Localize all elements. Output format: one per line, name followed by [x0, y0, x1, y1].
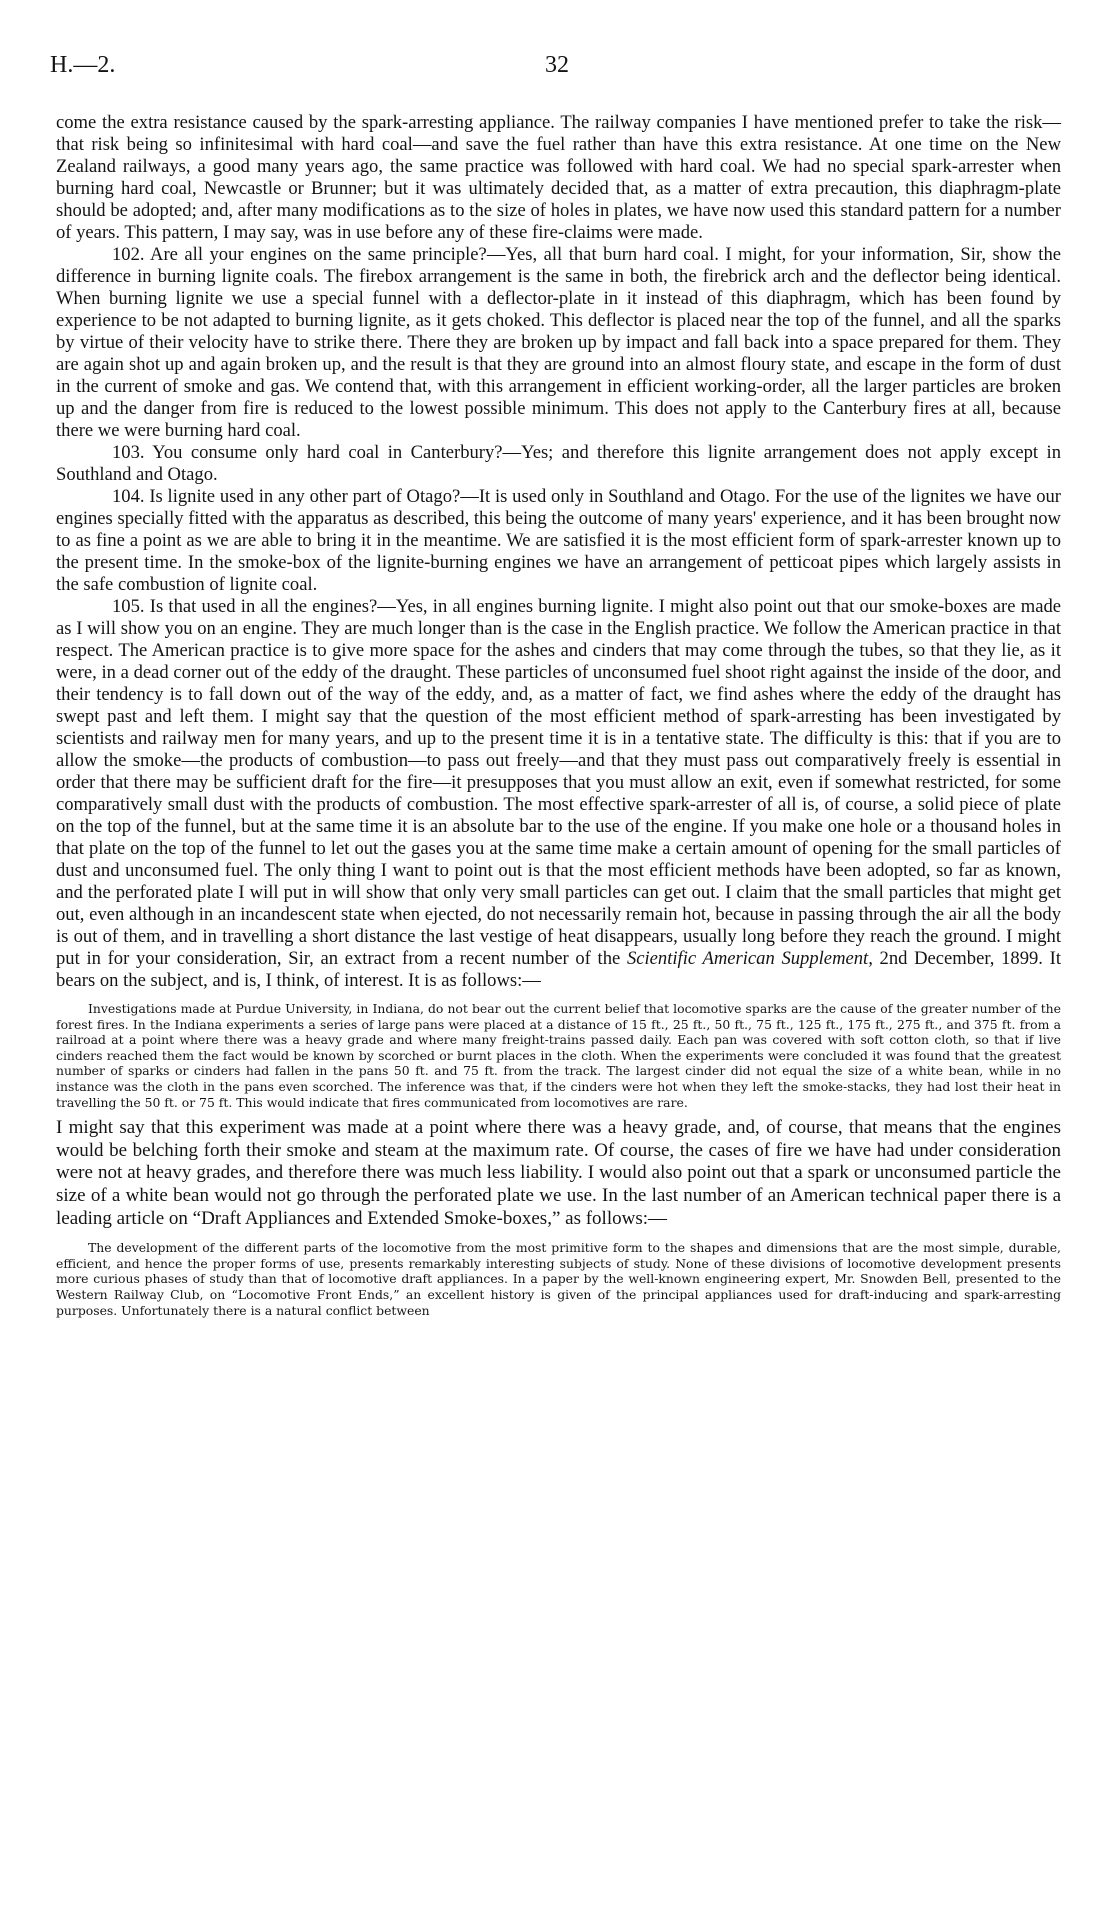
paragraph-105-continued: I might say that this experiment was made at a point where there was a heavy grade, and, of course, that means that the engines would be belching forth their smoke and steam at the maximum rate. Of course, the cases of fire we have had under consideration were not at heavy grades, and therefore there was much less liability. I would also point out that a spark or unconsumed particle the size of a white bean would not go through the perforated plate we use. In the last number of an American technical paper there is a leading article on “Draft Appliances and Extended Smoke-boxes,” as follows:—	[56, 1117, 1061, 1229]
publication-title: Scientific American Supplement,	[626, 948, 873, 969]
paragraph-105	[56, 596, 1061, 992]
page-header	[50, 52, 1064, 86]
paragraph-102: 102. Are all your engines on the same principle?—Yes, all that burn hard coal. I might, for your information, Sir, show the difference in burning lignite coals. The firebox arrangement is the same in both, the firebrick arch and the deflector being identical. When burning lignite we use a special funnel with a deflector-plate in it instead of this diaphragm, which has been found by experience to be not adapted to burning lignite, as it gets choked. This deflector is placed near the top of the funnel, and all the sparks by virtue of their velocity have to strike there. There they are broken up by impact and fall back into a space prepared for them. They are again shot up and again broken up, and the result is that they are ground into an almost floury state, and escape in the form of dust in the current of smoke and gas. We contend that, with this arrangement in efficient working-order, all the larger particles are broken up and the danger from fire is reduced to the lowest possible minimum. This does not apply to the Canterbury fires at all, because there we were burning hard coal.	[56, 244, 1061, 441]
paragraph-103: 103. You consume only hard coal in Canterbury?—Yes; and therefore this lignite arrangement does not apply except in Southland and Otago.	[56, 442, 1061, 485]
block-quote-text: Investigations made at Purdue University, in Indiana, do not bear out the current belief that locomotive sparks are the cause of the greater number of the forest fires. In the Indiana experiments a series of large pans were placed at a distance of 15 ft., 25 ft., 50 ft., 75 ft., 125 ft., 175 ft., 275 ft., and 375 ft. from a railroad at a point where there was a heavy grade and where many freight-trains passed daily. Each pan was covered with soft cotton cloth, so that if live cinders reached them the fact would be known by scorched or burnt places in the cloth. When the experiments were concluded it was found that the greatest number of sparks or cinders had fallen in the pans 50 ft. and 75 ft. from the track. The largest cinder did not equal the size of a white bean, while in no instance was the cloth in the pans even scorched. The inference was that, if the cinders were hot when they left the smoke-stacks, they had lost their heat in travelling the 50 ft. or 75 ft. This would indicate that fires communicated from locomotives are rare.	[56, 1001, 1061, 1110]
page-number: 32	[545, 52, 569, 78]
paragraph-continued: come the extra resistance caused by the spark-arresting appliance. The railway companies I have mentioned prefer to take the risk—that risk being so infinitesimal with hard coal—and save the fuel rather than have this extra resistance. At one time on the New Zealand railways, a good many years ago, the same practice was followed with hard coal. We had no special spark-arrester when burning hard coal, Newcastle or Brunner; but it was ultimately decided that, as a matter of extra precaution, this diaphragm-plate should be adopted; and, after many modifications as to the size of holes in plates, we have now used this standard pattern for a number of years. This pattern, I may say, was in use before any of these fire-claims were made.	[56, 112, 1061, 243]
parliamentary-paper-reference: H.—2.	[50, 52, 116, 78]
block-quote-purdue	[56, 1001, 1061, 1110]
block-quote-text: The development of the different parts of the locomotive from the most primitive form to the shapes and dimensions that are the most simple, durable, efficient, and hence the proper forms of use, presents remarkably interesting subjects of study. None of these divisions of locomotive development presents more curious phases of study than that of locomotive draft appliances. In a paper by the well-known engineering expert, Mr. Snowden Bell, presented to the Western Railway Club, on “Locomotive Front Ends,” an excellent history is given of the principal appliances used for draft-inducing and spark-arresting purposes. Unfortunately there is a natural conflict between	[56, 1240, 1061, 1318]
paragraph-104: 104. Is lignite used in any other part of Otago?—It is used only in Southland and Otago. For the use of the lignites we have our engines specially fitted with the apparatus as described, this being the outcome of many years' experience, and it has been brought now to as fine a point as we are able to bring it in the meantime. We are satisfied it is the most efficient form of spark-arrester known up to the present time. In the smoke-box of the lignite-burning engines we have an arrangement of petticoat pipes which largely assists in the safe combustion of lignite coal.	[56, 486, 1061, 595]
paragraph-105-text-end: 2nd December, 1899. It bears on the subject, and is, I think, of interest. It is as follows:—	[56, 948, 1061, 991]
block-quote-draft-appliances	[56, 1240, 1061, 1318]
page-body	[56, 112, 1061, 1325]
paragraph-105-text: 105. Is that used in all the engines?—Yes, in all engines burning lignite. I might also point out that our smoke-boxes are made as I will show you on an engine. They are much longer than is the case in the English practice. We follow the American practice in that respect. The American practice is to give more space for the ashes and cinders that may come through the tubes, so that they lie, as it were, in a dead corner out of the eddy of the draught. These particles of unconsumed fuel shoot right against the inside of the door, and their tendency is to fall down out of the way of the eddy, and, as a matter of fact, we find ashes where the eddy of the draught has swept past and left them. I might say that the question of the most efficient method of spark-arresting has been investigated by scientists and railway men for many years, and up to the present time it is in a tentative state. The difficulty is this: that if you are to allow the smoke—the products of combustion—to pass out freely—and that they must pass out comparatively freely is essential in order that there may be sufficient draft for the fire—it presupposes that you must allow an exit, even if somewhat restricted, for some comparatively small dust with the products of combustion. The most effective spark-arrester of all is, of course, a solid piece of plate on the top of the funnel, but at the same time it is an absolute bar to the use of the engine. If you make one hole or a thousand holes in that plate on the top of the funnel to let out the gases you at the same time make a certain amount of opening for the small particles of dust and unconsumed fuel. The only thing I want to point out is that the most efficient methods have been adopted, so far as known, and the perforated plate I will put in will show that only very small particles can get out. I claim that the small particles that might get out, even although in an incandescent state when ejected, do not necessarily remain hot, because in passing through the air all the body is out of them, and in travelling a short distance the last vestige of heat disappears, usually long before they reach the ground. I might put in for your consideration, Sir, an extract from a recent number of the	[56, 596, 1061, 969]
